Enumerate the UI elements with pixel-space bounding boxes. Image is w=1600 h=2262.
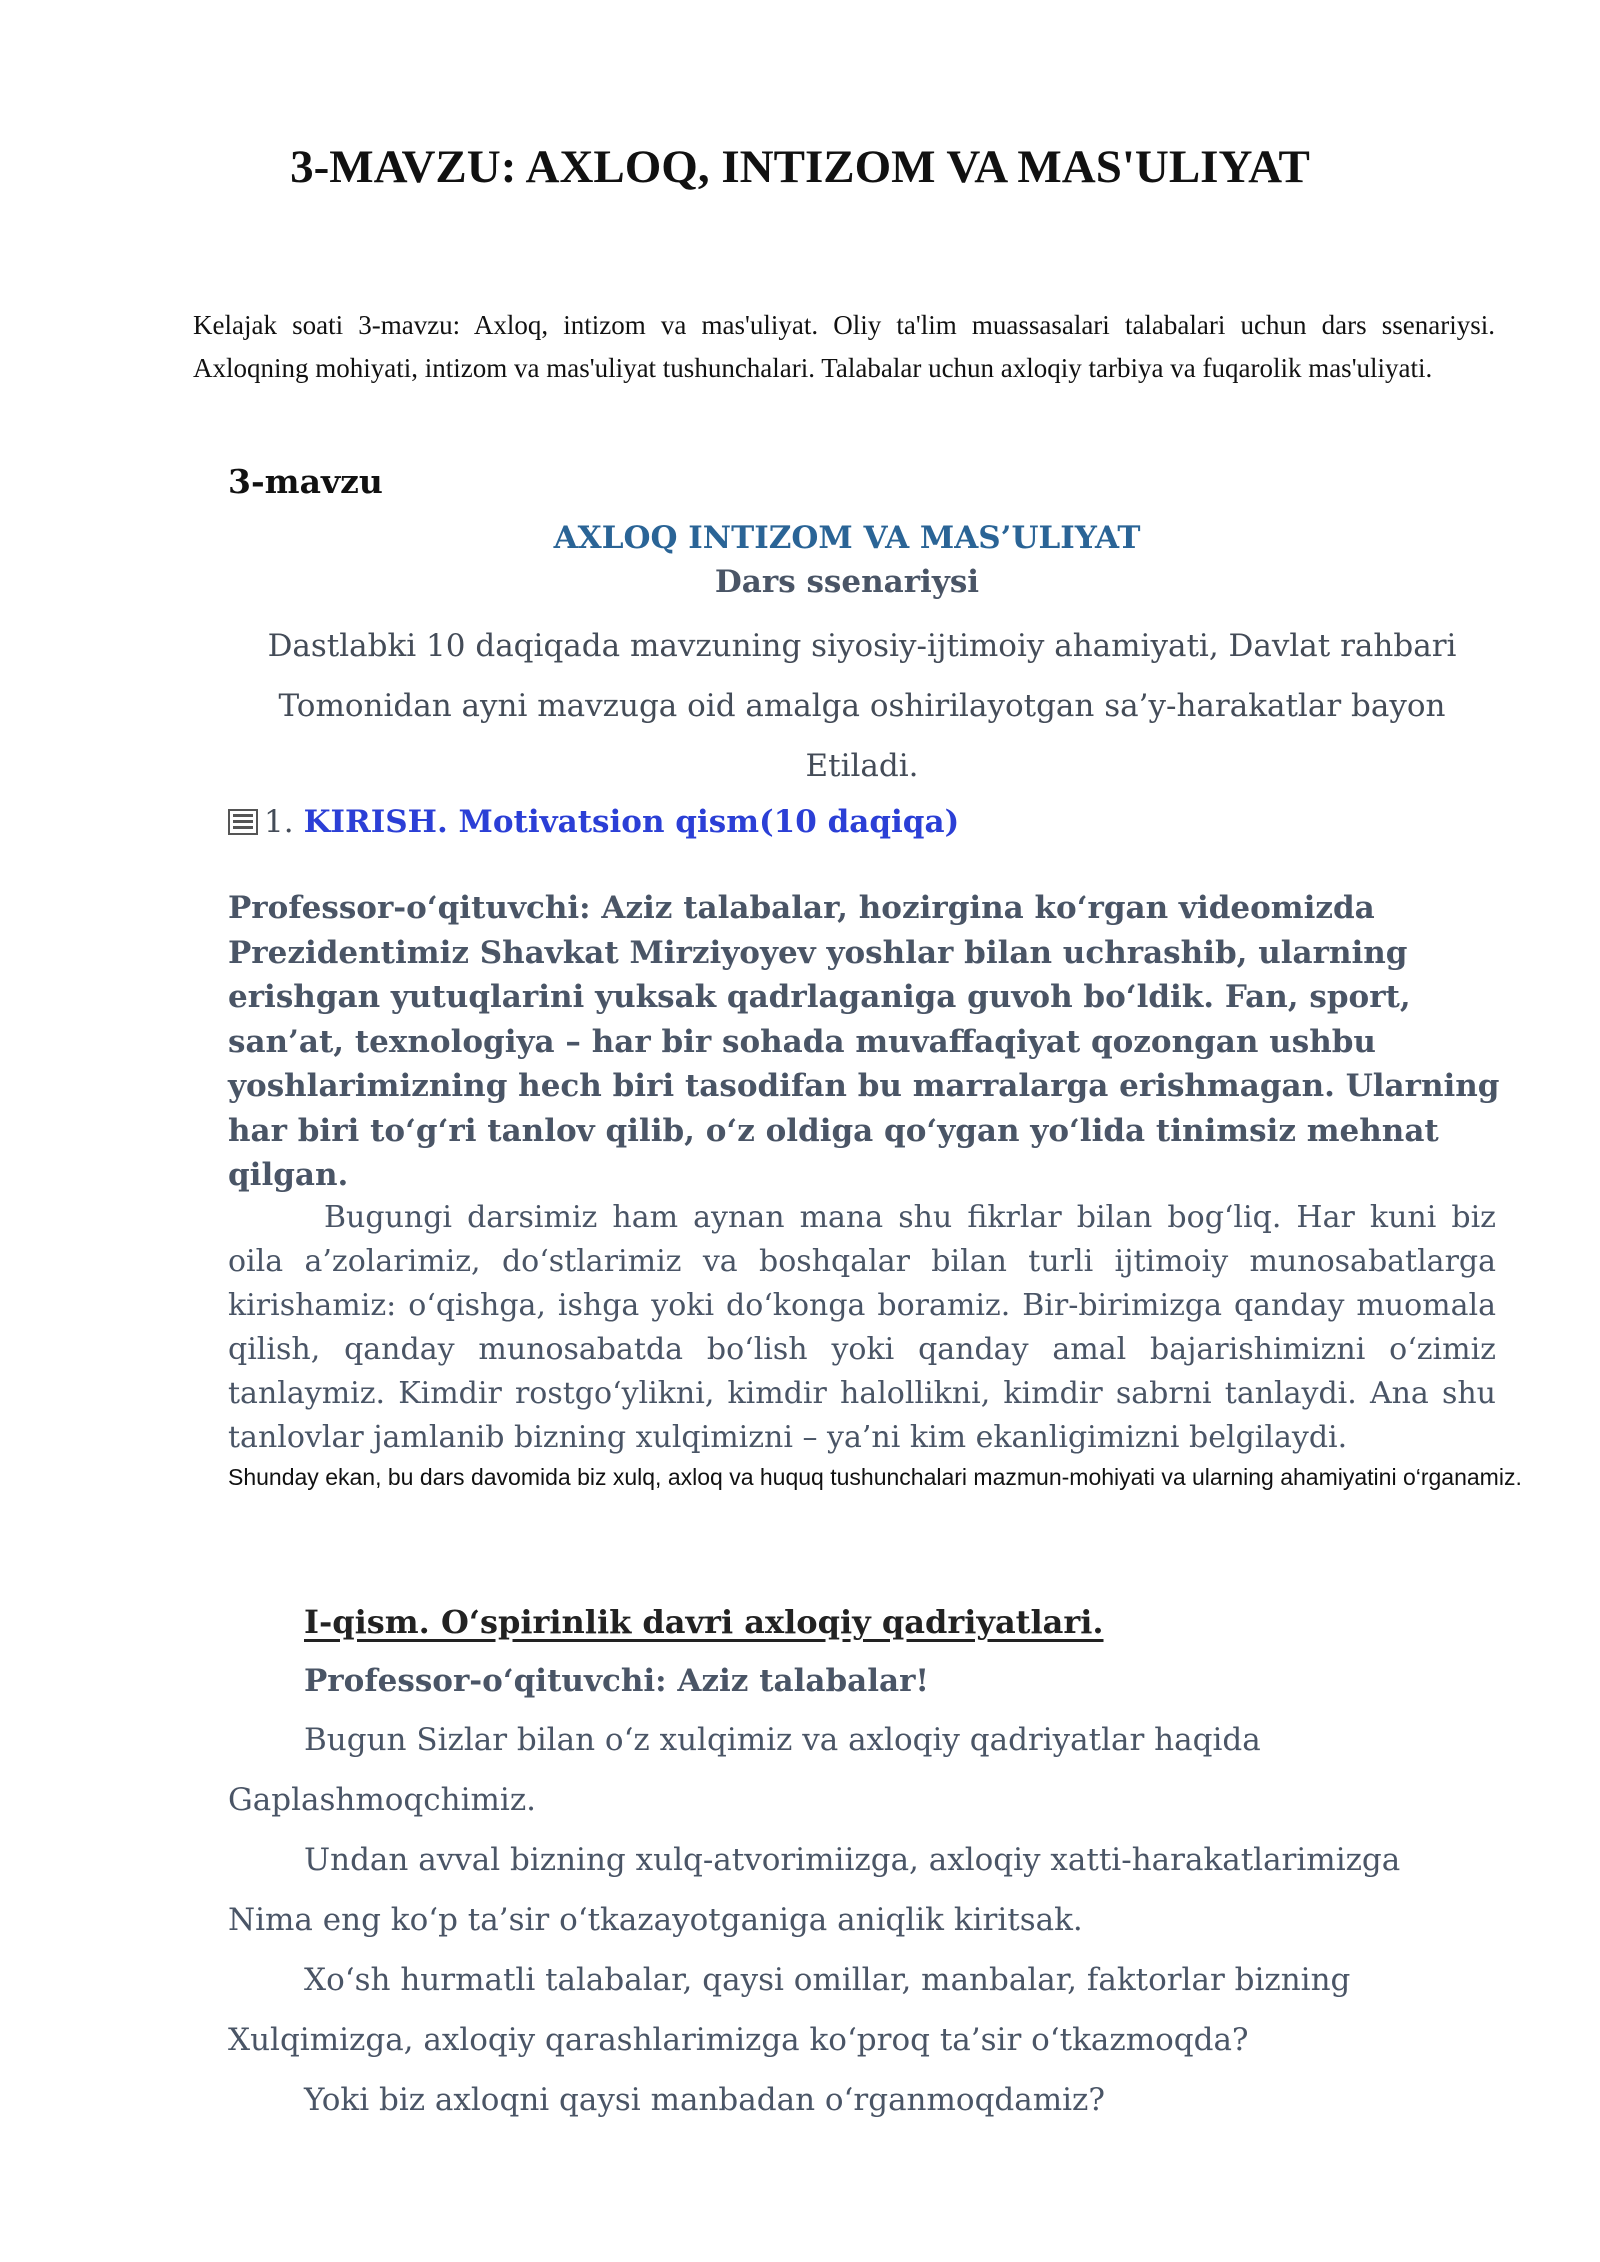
intro-paragraph: Kelajak soati 3-mavzu: Axloq, intizom va mas'uliyat. Oliy ta'lim muassasalari talabalari uchun dars ssenariysi. Axloqning mohiyati, intizom va mas'uliyat tushunchalari. Talabalar uchun axloqiy tarbiya va fuqarolik mas'uliyati.	[193, 310, 1495, 383]
subtitle-main: AXLOQ INTIZOM VA MAS’ULIYAT	[553, 520, 1141, 556]
section-heading-kirish	[228, 804, 959, 840]
subtitle-scenario: Dars ssenariysi	[714, 564, 980, 600]
text-line-7: Yoki biz axloqni qaysi manbadan o‘rganmoqdamiz?	[304, 2082, 1106, 2118]
intro-centered-line-2: Tomonidan ayni mavzuga oid amalga oshirilayotgan sa’y-harakatlar bayon	[278, 688, 1446, 724]
intro-centered-line-3: Etiladi.	[805, 748, 919, 784]
text-line-3: Undan avval bizning xulq-atvorimiizga, axloqiy xatti-harakatlarimizga	[304, 1842, 1401, 1878]
document-title: 3-MAVZU: AXLOQ, INTIZOM VA MAS'ULIYAT	[290, 141, 1310, 193]
professor-greeting: Professor-o‘qituvchi: Aziz talabalar!	[304, 1663, 930, 1699]
part1-heading: I-qism. O‘spirinlik davri axloqiy qadriyatlari.	[304, 1603, 1104, 1641]
topic-label: 3-mavzu	[228, 462, 383, 501]
small-paragraph: Shunday ekan, bu dars davomida biz xulq, axloq va huquq tushunchalari mazmun-mohiyati va ularning ahamiyatini o‘rganamiz.	[228, 1464, 1522, 1490]
document-icon	[228, 807, 258, 833]
professor-paragraph: Professor-o‘qituvchi: Aziz talabalar, hozirgina ko‘rgan videomizda Prezidentimiz Shavkat Mirziyoyev yoshlar bilan uchrashib, ularning erishgan yutuqlarini yuksak qadrlaganiga guvoh bo‘ldik. Fan, sport, san’at, texnologiya – har bir sohada muvaffaqiyat qozongan ushbu yoshlarimizning hech biri tasodifan bu marralarga erishmagan. Ularning har biri to‘g‘ri tanlov qilib, o‘z oldiga qo‘ygan yo‘lida tinimsiz mehnat qilgan.	[228, 890, 1500, 1193]
text-line-6: Xulqimizga, axloqiy qarashlarimizga ko‘proq ta’sir o‘tkazmoqda?	[228, 2022, 1249, 2058]
intro-centered-text	[228, 616, 1496, 796]
text-line-5: Xo‘sh hurmatli talabalar, qaysi omillar, manbalar, faktorlar bizning	[304, 1962, 1351, 1998]
text-line-1: Bugun Sizlar bilan o‘z xulqimiz va axloqiy qadriyatlar haqida	[304, 1722, 1261, 1758]
text-line-4: Nima eng ko‘p ta’sir o‘tkazayotganiga aniqlik kiritsak.	[228, 1902, 1083, 1938]
body-paragraph: Bugungi darsimiz ham aynan mana shu fikrlar bilan bog‘liq. Har kuni biz oila a’zolarimiz, do‘stlarimiz va boshqalar bilan turli ijtimoiy munosabatlarga kirishamiz: o‘qishga, ishga yoki do‘konga boramiz. Bir-birimizga qanday muomala qilish, qanday munosabatda bo‘lish yoki qanday amal bajarishimizni o‘zimiz tanlaymiz. Kimdir rostgo‘ylikni, kimdir halollikni, kimdir sabrni tanlaydi. Ana shu tanlovlar jamlanib bizning xulqimizni – ya’ni kim ekanligimizni belgilaydi.	[228, 1200, 1496, 1455]
text-line-2: Gaplashmoqchimiz.	[228, 1782, 537, 1818]
section-number: 1.	[264, 804, 294, 840]
section-title: KIRISH. Motivatsion qism(10 daqiqa)	[303, 804, 960, 840]
intro-centered-line-1: Dastlabki 10 daqiqada mavzuning siyosiy-ijtimoiy ahamiyati, Davlat rahbari	[267, 628, 1457, 664]
